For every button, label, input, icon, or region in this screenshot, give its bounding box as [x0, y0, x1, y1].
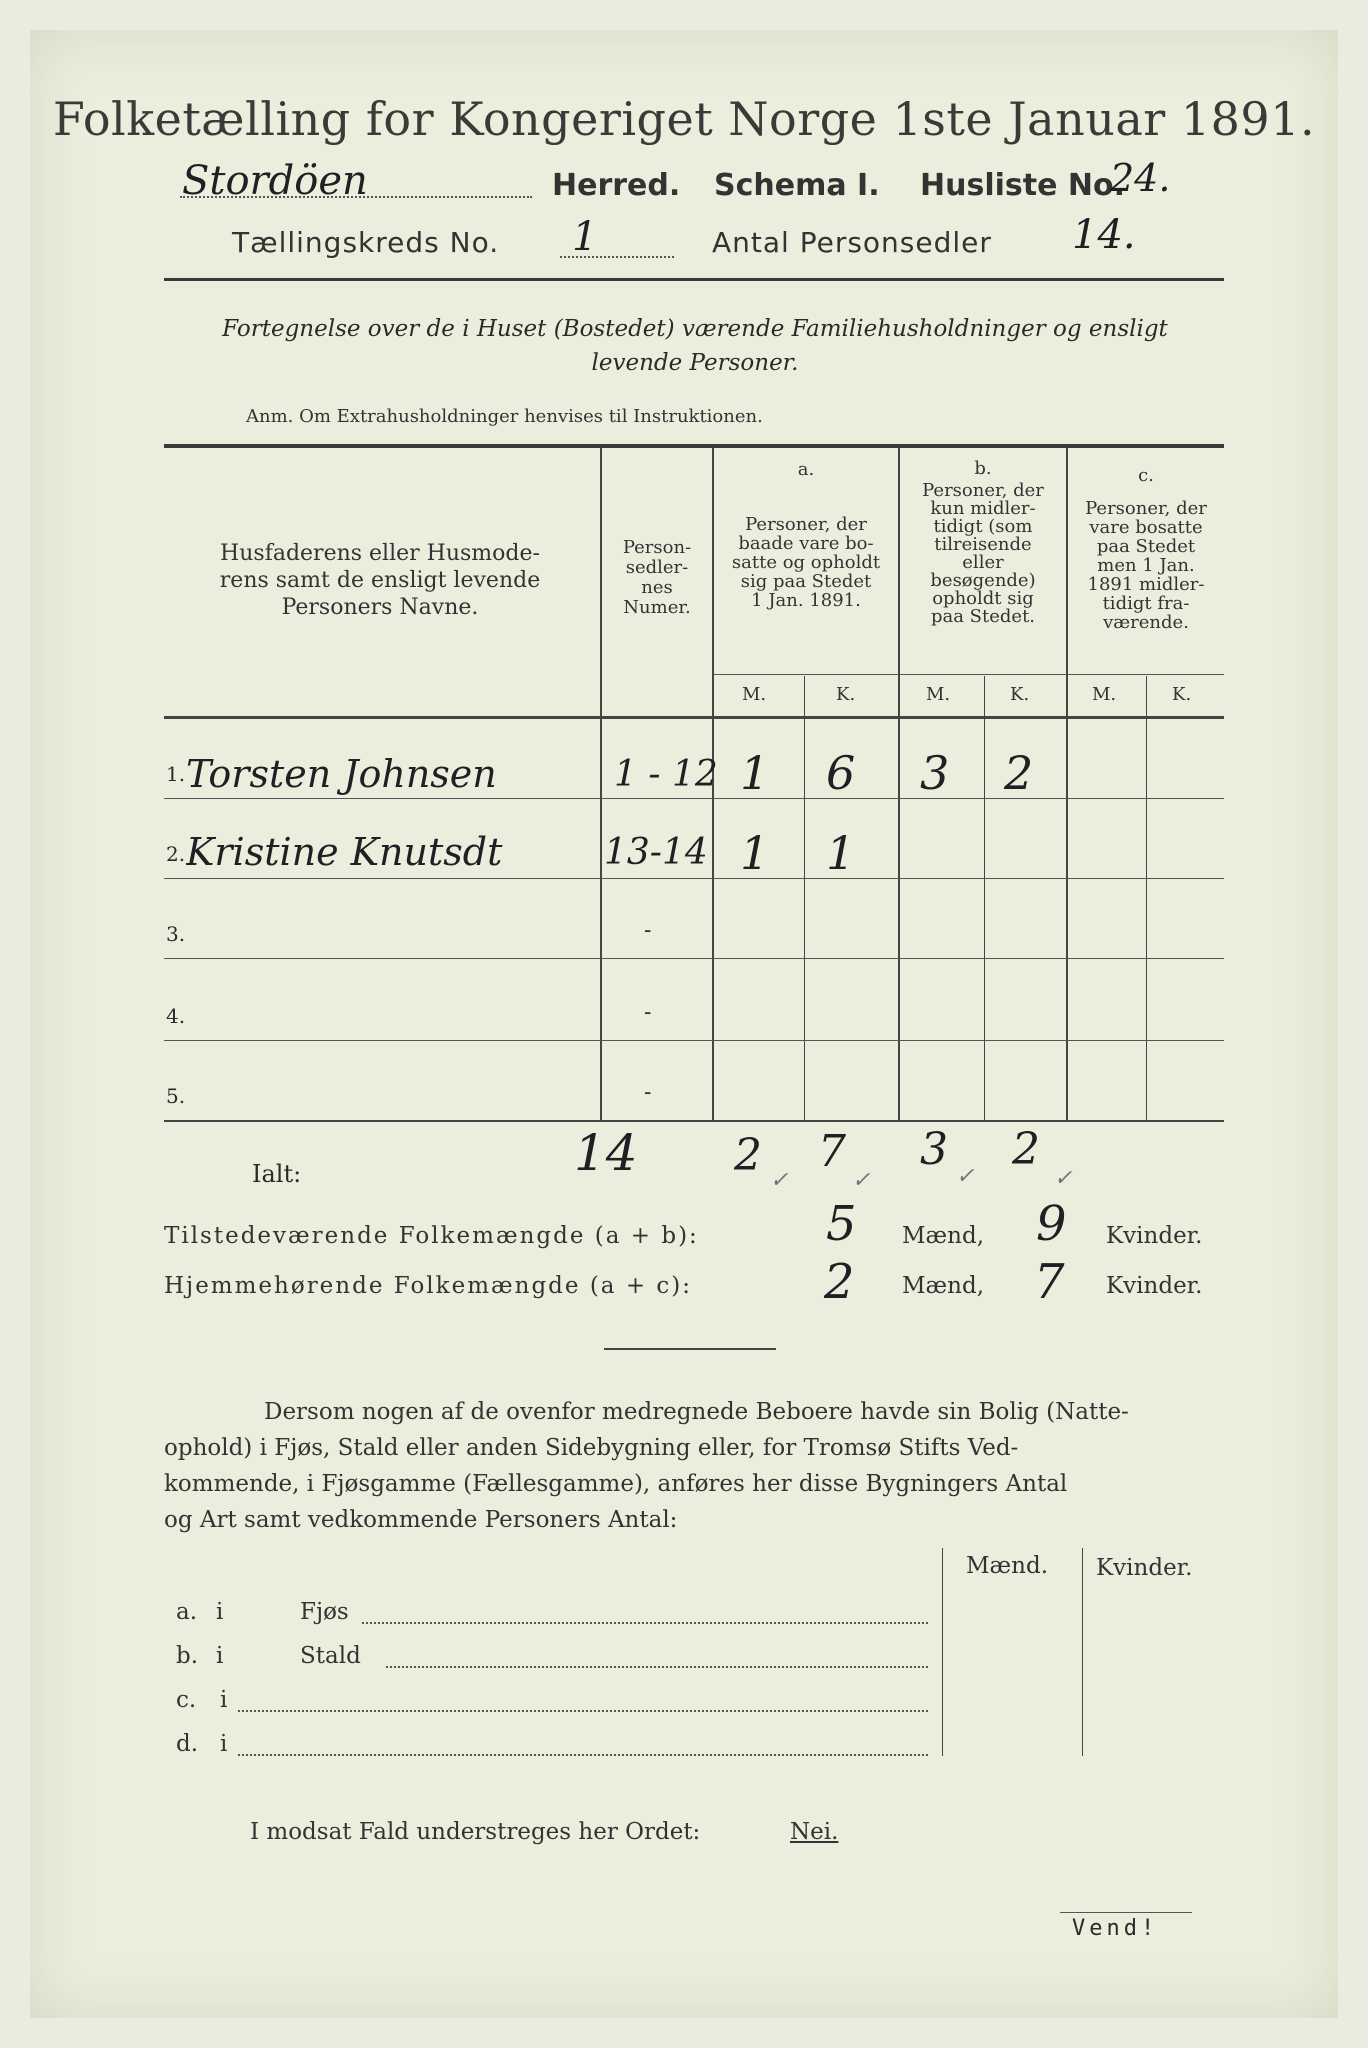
building-row-b-dots: [386, 1666, 928, 1668]
col-head-b: b. Personer, der kun midler- tidigt (som tilreisende eller besøgende) opholdt sig paa Stedet.: [922, 458, 1044, 627]
building-col-maend: Mænd.: [966, 1553, 1049, 1579]
tilstede-kvinder-label: Kvinder.: [1106, 1223, 1203, 1249]
building-row-c-i: i: [220, 1687, 228, 1713]
row-3-number: 3.: [166, 922, 186, 946]
row-1-number: 1.: [166, 762, 186, 786]
building-row-a-i: i: [216, 1599, 224, 1625]
col-line-a-mk: [804, 676, 805, 1122]
husliste-value: 24.: [1110, 156, 1171, 200]
ialt-b-k: 2: [1012, 1124, 1040, 1175]
hjemme-kvinder-value: 7: [1034, 1254, 1065, 1310]
tilstede-maend-value: 5: [826, 1196, 857, 1252]
c-m-head: M.: [1092, 684, 1117, 705]
row-line-1: [164, 798, 1224, 799]
table-header-bottom-rule: [164, 716, 1224, 719]
row-4-number: 4.: [166, 1004, 186, 1028]
row-5-pnum: -: [644, 1080, 652, 1105]
vend-rule: [1060, 1912, 1192, 1913]
ialt-pnum: 14: [574, 1124, 638, 1182]
row-1-b-m: 3: [920, 746, 950, 800]
form-title: Folketælling for Kongeriget Norge 1ste Januar 1891.: [52, 92, 1316, 146]
hjemme-maend-value: 2: [824, 1254, 855, 1310]
hjemme-kvinder-label: Kvinder.: [1106, 1273, 1203, 1299]
row-1-b-k: 2: [1004, 746, 1034, 800]
a-k-head: K.: [836, 684, 856, 705]
table-top-rule: [164, 444, 1224, 448]
ialt-a-m: 2: [734, 1130, 762, 1181]
antal-label: Antal Personsedler: [712, 226, 992, 259]
footer-paragraph: Dersom nogen af de ovenfor medregnede Beboere havde sin Bolig (Natte- ophold) i Fjøs, Stald eller anden Sidebygning eller, for Tromsø Stifts Ved- kommende, i Fjøsgamme (Fællesgamme), anføres her disse Bygningers Antal og Art samt vedkommende Personers Antal:: [164, 1399, 1129, 1533]
check-mark-icon: ✓: [770, 1168, 789, 1193]
intro-line-1: Fortegnelse over de i Huset (Bostedet) værende Familiehusholdninger og ensligt: [222, 316, 1168, 342]
hjemme-maend-label: Mænd,: [902, 1273, 985, 1299]
row-1-pnum: 1 - 12: [614, 754, 718, 795]
row-1-a-m: 1: [740, 746, 770, 800]
row-2-pnum: 13-14: [604, 832, 708, 873]
row-line-3: [164, 958, 1224, 959]
tilstede-label: Tilstedeværende Folkemængde (a + b):: [164, 1223, 699, 1249]
building-row-d-dots: [238, 1754, 928, 1756]
row-line-5: [164, 1120, 1224, 1122]
row-3-pnum: -: [644, 918, 652, 943]
kreds-dotted-line: [560, 256, 674, 258]
building-row-c-dots: [238, 1710, 928, 1712]
kreds-value: 1: [572, 214, 598, 260]
a-m-head: M.: [742, 684, 767, 705]
vend-label: Vend!: [1072, 1916, 1159, 1941]
col-line-b-mk: [984, 676, 985, 1122]
herred-dotted-line: [180, 196, 532, 198]
building-row-b-letter: b.: [176, 1643, 199, 1669]
building-row-c-letter: c.: [176, 1687, 197, 1713]
kreds-label: Tællingskreds No.: [232, 226, 500, 259]
col-head-c: c. Personer, der vare bosatte paa Stedet men 1 Jan. 1891 midler- tidigt fra- værende.: [1085, 465, 1207, 633]
anm-note: Anm. Om Extrahusholdninger henvises til Instruktionen.: [246, 406, 763, 427]
check-mark-icon: ✓: [852, 1168, 871, 1193]
ialt-b-m: 3: [920, 1124, 948, 1175]
row-4-pnum: -: [644, 1000, 652, 1025]
b-k-head: K.: [1010, 684, 1030, 705]
husliste-label: Husliste No.: [920, 168, 1125, 203]
nei-word: Nei.: [790, 1819, 839, 1845]
row-2-a-k: 1: [826, 826, 856, 880]
building-row-d-letter: d.: [176, 1731, 199, 1757]
building-row-a-dots: [362, 1622, 928, 1624]
modsat-text: I modsat Fald understreges her Ordet:: [250, 1819, 701, 1845]
col-head-name: Husfaderens eller Husmode- rens samt de ensligt levende Personers Navne.: [219, 541, 541, 620]
building-row-a-letter: a.: [176, 1599, 198, 1625]
building-col-line-1: [942, 1548, 943, 1756]
herred-value: Stordöen: [182, 158, 368, 204]
herred-label: Herred.: [552, 168, 681, 203]
row-1-name: Torsten Johnsen: [186, 752, 497, 796]
section-divider: [604, 1348, 776, 1350]
row-1-a-k: 6: [826, 746, 856, 800]
ialt-a-k: 7: [818, 1126, 846, 1177]
building-col-kvinder: Kvinder.: [1096, 1555, 1193, 1581]
building-row-b-label: Stald: [300, 1643, 361, 1669]
intro-line-2: levende Personer.: [591, 350, 799, 376]
building-row-d-i: i: [220, 1731, 228, 1757]
c-k-head: K.: [1172, 684, 1192, 705]
building-row-b-i: i: [216, 1643, 224, 1669]
row-2-name: Kristine Knutsdt: [186, 830, 503, 874]
schema-label: Schema I.: [714, 168, 880, 203]
row-5-number: 5.: [166, 1084, 186, 1108]
header-rule: [164, 278, 1224, 281]
hjemme-label: Hjemmehørende Folkemængde (a + c):: [164, 1273, 692, 1299]
check-mark-icon: ✓: [956, 1164, 975, 1189]
tilstede-maend-label: Mænd,: [902, 1223, 985, 1249]
tilstede-kvinder-value: 9: [1036, 1196, 1067, 1252]
col-head-a: a. Personer, der baade vare bo- satte og opholdt sig paa Stedet 1 Jan. 1891.: [731, 459, 881, 611]
antal-value: 14.: [1072, 212, 1136, 258]
row-line-4: [164, 1040, 1224, 1041]
check-mark-icon: ✓: [1054, 1166, 1073, 1191]
row-2-a-m: 1: [740, 826, 770, 880]
col-line-c-mk: [1146, 676, 1147, 1122]
row-2-number: 2.: [166, 842, 186, 866]
row-line-2: [164, 878, 1224, 879]
mk-header-rule: [712, 674, 1224, 675]
building-col-line-2: [1082, 1548, 1083, 1756]
col-head-num: Person- sedler- nes Numer.: [622, 537, 692, 618]
ialt-label: Ialt:: [252, 1160, 302, 1188]
b-m-head: M.: [926, 684, 951, 705]
building-row-a-label: Fjøs: [300, 1599, 349, 1625]
